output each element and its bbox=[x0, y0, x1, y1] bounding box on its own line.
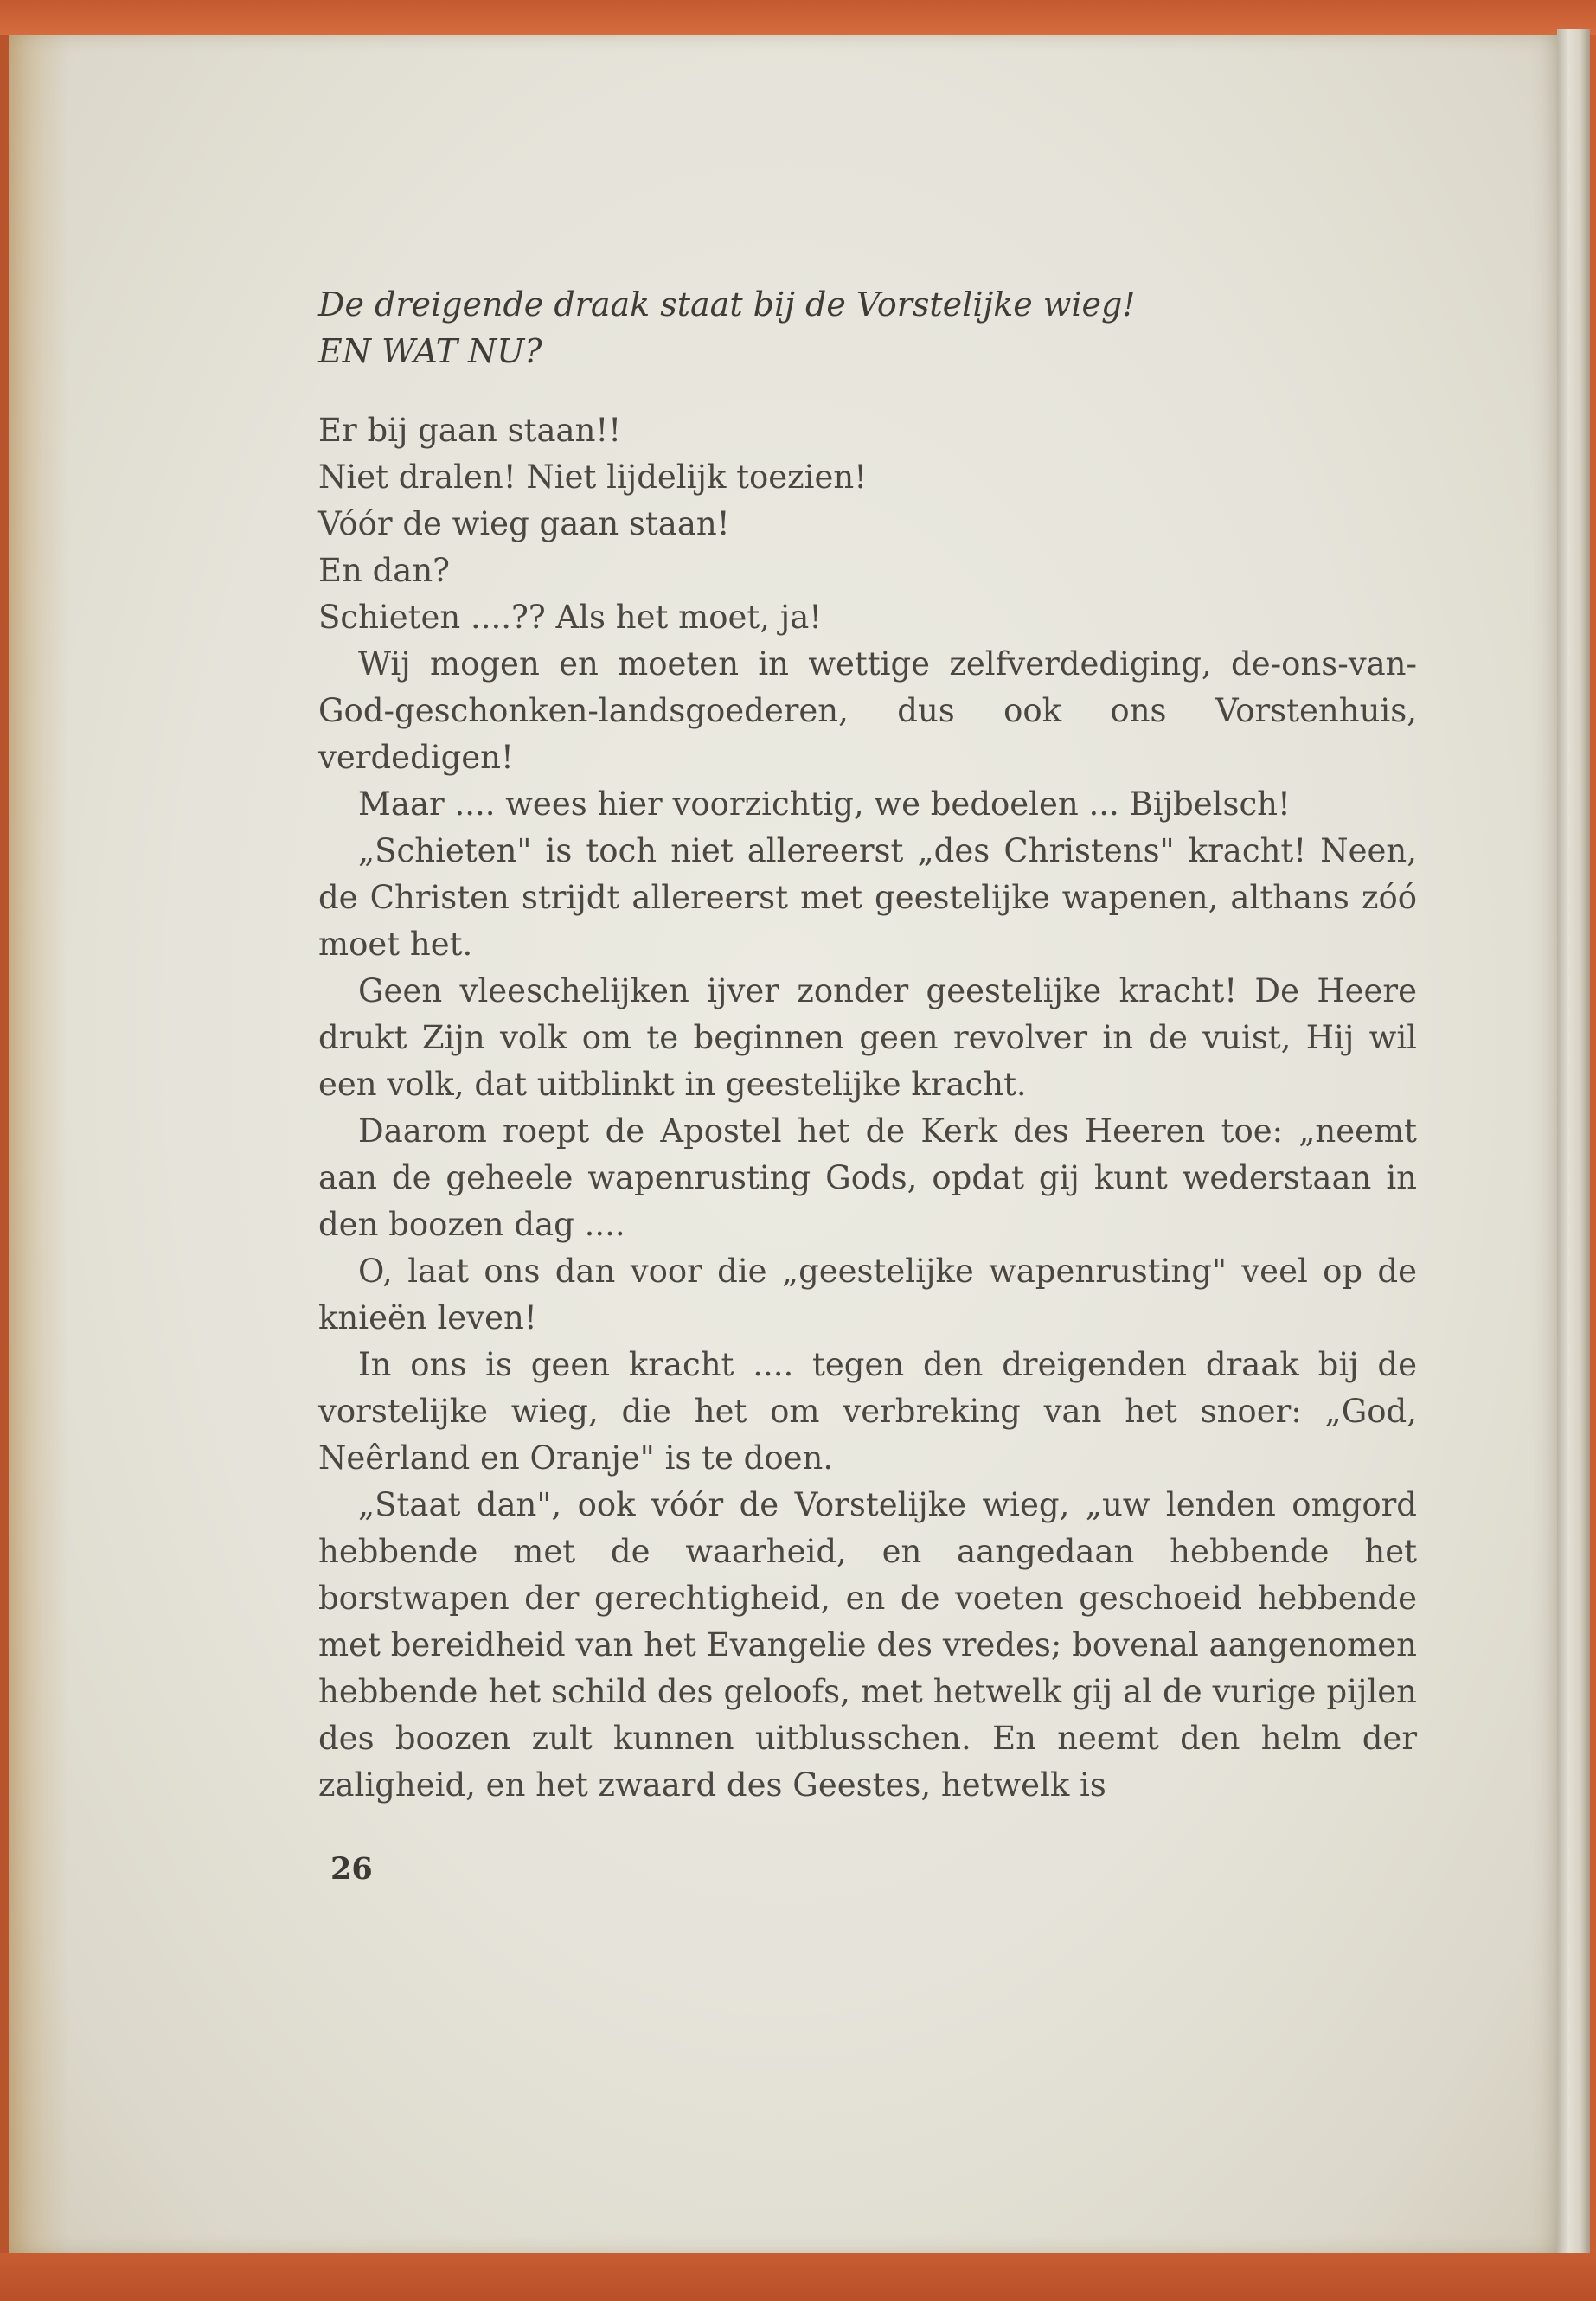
text-line: Niet dralen! Niet lijdelijk toezien! bbox=[318, 458, 868, 496]
paragraph: Maar .... wees hier voorzichtig, we bedoelen ... Bijbelsch! bbox=[358, 785, 1291, 823]
paragraph: Wij mogen en moeten in wettige zelfverdediging, de-ons-van-God-geschonken-landsgoederen, dus ook ons Vorstenhuis, verdedigen! bbox=[318, 645, 1417, 776]
page-number: 26 bbox=[330, 1851, 373, 1887]
text-line: En dan? bbox=[318, 552, 451, 589]
paragraph: „Schieten" is toch niet allereerst „des Christens" kracht! Neen, de Christen strijdt allereerst met geestelijke wapenen, althans zóó moet het. bbox=[318, 832, 1417, 963]
book-cover-bottom-edge bbox=[0, 2253, 1596, 2301]
heading-dragon: De dreigende draak staat bij de Vorstelijke wieg! bbox=[318, 285, 1136, 324]
paragraph: Geen vleeschelijken ijver zonder geestelijke kracht! De Heere drukt Zijn volk om te beginnen geen revolver in de vuist, Hij wil een volk, dat uitblinkt in geestelijke kracht. bbox=[318, 972, 1417, 1103]
paragraph: O, laat ons dan voor die „geestelijke wapenrusting" veel op de knieën leven! bbox=[318, 1253, 1417, 1336]
book-cover-top-edge bbox=[0, 0, 1596, 35]
page-gutter-stain bbox=[9, 35, 69, 2253]
paragraph: Daarom roept de Apostel het de Kerk des Heeren toe: „neemt aan de geheele wapenrusting Gods, opdat gij kunt wederstaan in den boozen dag .... bbox=[318, 1112, 1417, 1243]
text-line: Schieten ....?? Als het moet, ja! bbox=[318, 599, 823, 636]
paragraph: „Staat dan", ook vóór de Vorstelijke wieg, „uw lenden omgord hebbende met de waarheid, en aangedaan hebbende het borstwapen der gerechtigheid, en de voeten geschoeid hebbende met bereidheid van het Evangelie des vredes; bovenal aangenomen hebbende het schild des geloofs, met hetwelk gij al de vurige pijlen des boozen zult kunnen uitblusschen. En neemt den helm der zaligheid, en het zwaard des Geestes, hetwelk is bbox=[318, 1486, 1417, 1804]
paragraph: In ons is geen kracht .... tegen den dreigenden draak bij de vorstelijke wieg, die het om verbreking van het snoer: „God, Neêrland en Oranje" is te doen. bbox=[318, 1346, 1417, 1477]
text-line: Vóór de wieg gaan staan! bbox=[318, 505, 730, 542]
page-text-block bbox=[318, 281, 1417, 1809]
heading-what-now: EN WAT NU? bbox=[318, 332, 542, 370]
page-stack-edge bbox=[1557, 29, 1590, 2261]
text-line: Er bij gaan staan!! bbox=[318, 412, 622, 449]
